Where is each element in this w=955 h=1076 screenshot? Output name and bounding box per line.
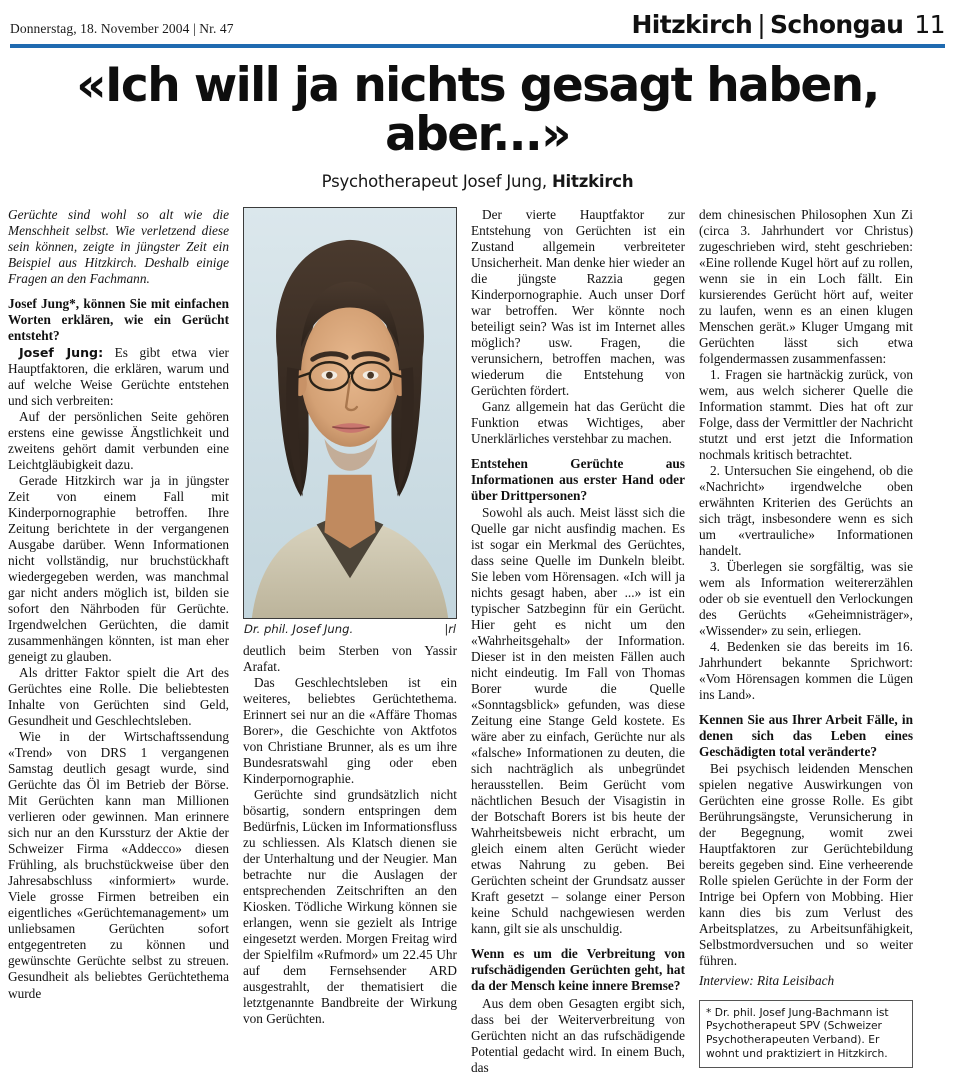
speaker-label: Josef Jung:	[19, 344, 104, 360]
column-2-paragraph-3: Gerüchte sind grundsätzlich nicht bösartig, sondern entspringen dem Bedürfnis, Lücken im Informationsfluss zu schliessen. Als Klatsch dienen sie der Unterhaltung und der Neugier. Man betrachte nur die Auslagen der entsprechenden Zeitschriften an den Kiosken. Tödliche Wirkung können sie erlangen, wenn sie gezielt als Intrige eingesetzt werden. Morgen Freitag wird der Spielfilm «Rufmord» um 22.45 Uhr auf dem Fernsehsender ARD ausgestrahlt, der thematisiert die letztgenannte Bandbreite der Wirkung von Gerüchten.	[243, 786, 457, 1027]
section-separator: |	[757, 10, 766, 39]
subheadline	[8, 172, 947, 191]
column-2-paragraph-1: deutlich beim Sterben von Yassir Arafat.	[243, 642, 457, 674]
column-4-paragraph-5: 4. Bedenken sie das bereits im 16. Jahrhundert bekannte Sprichwort: «Vom Hörensagen kommen die Lügen ins Land».	[699, 639, 913, 703]
subheadline-text: Psychotherapeut Josef Jung,	[321, 171, 552, 191]
column-3-paragraph-3: Sowohl als auch. Meist lässt sich die Quelle gar nicht ausfindig machen. Es ist sogar ein Merkmal des Gerüchtes, dass seine Quelle im Dunkeln bleibt. Sie leben vom Hörensagen. «Ich will ja nichts gesagt haben, aber ...» ist ein typischer Satzbeginn für ein Gerücht. Hier geht es nicht um den «Wahrheitsgehalt» der Information. Dieser ist in den meisten Fällen auch nicht eindeutig. Im Fall von Thomas Borer wurde die Quelle «Sonntagsblick» gefunden, was diese Zeitung eine Stange Geld kostete. Es wäre aber zu einfach, Gerüchte nur als «falsche» Informationen zu deuten, die sich nachträglich als unbegründet herausstellen. Beim Gerücht vom nächtlichen Besuch der Visagistin in der Botschaft Borers ist bis heute der Wahrheitsbeweis nicht erbracht, um gleich einem alten Gerücht wieder etwas Nahrung zu geben. Bei Gerüchten scheint der Grundsatz ausser Kraft gesetzt – solange einer Person keine Schuld nachgewiesen werden kann, gilt sie als unschuldig.	[471, 505, 685, 937]
question-2: Entstehen Gerüchte aus Informationen aus erster Hand oder über Drittpersonen?	[471, 455, 685, 504]
photo-caption	[243, 619, 457, 636]
portrait-photo	[243, 207, 457, 619]
column-4-paragraph-4: 3. Überlegen sie sorgfältig, was sie wem als Information weitererzählen oder ob sie eventuell den Verlockungen des Gerüchts «Geheimnisträger», «Wissender» zu sein, erliegen.	[699, 559, 913, 639]
column-2	[236, 207, 464, 1076]
subheadline-place: Hitzkirch	[551, 171, 634, 191]
question-3: Wenn es um die Verbreitung von rufschädigenden Gerüchten geht, hat da der Mensch keine innere Bremse?	[471, 946, 685, 994]
question-4: Kennen Sie aus Ihrer Arbeit Fälle, in denen sich das Leben eines Geschädigten total veränderte?	[699, 712, 913, 760]
photo-block	[243, 207, 457, 636]
column-4	[692, 207, 920, 1076]
headline-block	[8, 48, 947, 191]
answer-1-part-4: Als dritter Faktor spielt die Art des Gerüchtes eine Rolle. Die beliebtesten Inhalte von Gerüchten sind Geld, Gesundheit und Geschlechtsleben.	[8, 665, 229, 729]
column-4-paragraph-1: dem chinesischen Philosophen Xun Zi (circa 3. Jahrhundert vor Christus) zugeschrieben wird, steht geschrieben: «Eine rollende Kugel hört auf zu rollen, wenn sie in ein Loch fällt. Ein kursierendes Gerücht hört auf, weiter zu laufen, wenn es an einen klugen Menschen gerät.» Kluger Umgang mit Gerüchten lässt sich etwa folgendermassen zusammenfassen:	[699, 206, 913, 366]
column-4-paragraph-6: Bei psychisch leidenden Menschen spielen negative Auswirkungen von Gerüchten eine grosse Rolle. Es gibt Berührungsängste, Verunsicherung in der Begegnung, womit zwei Hauptfaktoren zur Gerüchtebildung bereits gegeben sind. Eine verheerende Rolle spielen Gerüchte in der Form der Intrige bei Opfern von Mobbing. Hier kann dies bis zum Verlust des Arbeitsplatzes, zu Arbeitsunfähigkeit, Selbstmordversuchen und so weiter führen.	[699, 761, 913, 969]
masthead-date: Donnerstag, 18. November 2004 | Nr. 47	[10, 21, 234, 36]
question-1: Josef Jung*, können Sie mit einfachen Worten erklären, wie ein Gerücht entsteht?	[8, 295, 229, 343]
masthead	[8, 0, 947, 43]
column-3-paragraph-1: Der vierte Hauptfaktor zur Entstehung von Gerüchten ist ein Zustand allgemein verbreiteter Unsicherheit. Man denke hier wieder an die jüngste Razzia gegen Kinderpornographie. Auch unser Dorf war betroffen. Wer könnte noch beteiligt sein? Was ist im Internet alles möglich? usw. Fragen, die verunsichern, betroffen machen, was wiederum die Entstehung von Gerüchten fördert.	[471, 206, 685, 398]
answer-1-part-3: Gerade Hitzkirch war ja in jüngster Zeit von einem Fall mit Kinderpornographie betroffen. Ihre Zeitung berichtete in der vergangenen Ausgabe darüber. Wenn Informationen nicht vollständig, nur bruchstückhaft wiedergegeben werden, was manchmal gar nicht anders möglich ist, bilden sie sofort den Nährboden für Gerüchte. Irgendwelchen Gerüchten, die damit zusammenhängen könnten, ist man eher geneigt zu glauben.	[8, 473, 229, 665]
interview-byline: Interview: Rita Leisibach	[699, 973, 835, 989]
column-4-paragraph-3: 2. Untersuchen Sie eingehend, ob die «Nachricht» irgendwelche oben erwähnten Kriterien des Gerüchts an sich trägt, insbesondere wenn es sich um «vertrauliche» Informationen handelt.	[699, 463, 913, 559]
lead-paragraph: Gerüchte sind wohl so alt wie die Menschheit selbst. Wie verletzend diese sein können, zeigte in jüngster Zeit ein Beispiel aus Hitzkirch. Deshalb einige Fragen an den Fachmann.	[8, 206, 229, 286]
section-name-hitzkirch: Hitzkirch	[631, 10, 753, 39]
answer-1-part-1	[8, 345, 229, 409]
column-3	[464, 207, 692, 1076]
article-columns	[8, 207, 947, 1076]
page-title: «Ich will ja nichts gesagt haben, aber...»	[76, 58, 879, 162]
caption-text: Dr. phil. Josef Jung.	[244, 621, 354, 636]
footnote-box: * Dr. phil. Josef Jung-Bachmann ist Psychotherapeut SPV (Schweizer Psychotherapeuten Verband). Er wohnt und praktiziert in Hitzkirch.	[699, 1000, 913, 1069]
answer-1-text: Es gibt etwa vier Hauptfaktoren, die erklären, warum und auf welche Weise Gerüchte entstehen und sich verbreiten:	[8, 344, 229, 408]
portrait-illustration	[244, 208, 456, 618]
section-name-schongau: Schongau	[770, 10, 904, 39]
photo-credit: |rl	[444, 622, 456, 636]
answer-1-part-2: Auf der persönlichen Seite gehören erstens eine gewisse Ängstlichkeit und zweitens gehört damit verbunden eine Leichtgläubigkeit dazu.	[8, 408, 229, 472]
column-3-paragraph-4: Aus dem oben Gesagten ergibt sich, dass bei der Weiterverbreitung von Gerüchten nicht an das rufschädigende Potential gedacht wird. In einem Buch, das	[471, 995, 685, 1075]
answer-1-part-5: Wie in der Wirtschaftssendung «Trend» von DRS 1 vergangenen Samstag deutlich gesagt wurde, sind Gerüchte das Öl im Betrieb der Börse. Mit Gerüchten kann man Millionen verlieren oder gewinnen. Man erinnere sich nur an den Kurssturz der Aktie der Schweizer Firma «Addecco» diesen Frühling, als bruchstückweise über den Jahresabschluss «informiert» wurde. Viele grosse Firmen betreiben ein eigentliches «Gerüchtemanagement» um unliebsamen Gerüchten sofort entgegentreten zu können und gewünschte Gerüchte selbst zu streuen. Gesundheit als beliebtes Gerüchtethema wurde	[8, 729, 229, 1001]
column-1	[8, 207, 236, 1076]
column-2-paragraph-2: Das Geschlechtsleben ist ein weiteres, beliebtes Gerüchtethema. Erinnert sei nur an die «Affäre Thomas Borer», die Geschichte von Aktfotos von Christiane Brunner, als es um ihre Bundesratswahl ging oder eben Kinderpornographie.	[243, 674, 457, 786]
page-number: 11	[914, 10, 945, 39]
masthead-section-titles	[631, 10, 945, 39]
column-4-paragraph-2: 1. Fragen sie hartnäckig zurück, von wem, aus welch sicherer Quelle die Information stammt. Dies hat oft zur Folge, dass der Vermittler der Nachricht stutzt und erst jetzt die Information nochmals kritisch betrachtet.	[699, 366, 913, 462]
column-3-paragraph-2: Ganz allgemein hat das Gerücht die Funktion etwas Wichtiges, aber Unerklärliches verstehbar zu machen.	[471, 398, 685, 446]
